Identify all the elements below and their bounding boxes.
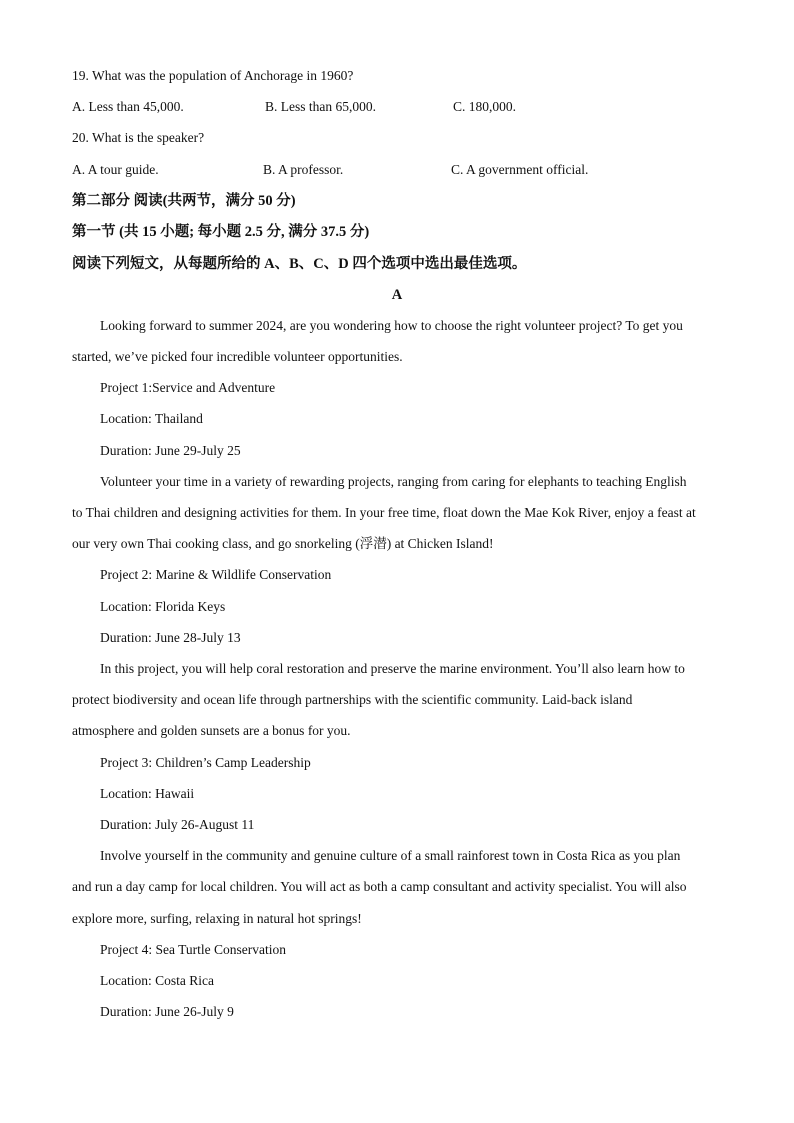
project-1-desc-1: Volunteer your time in a variety of rewarding projects, ranging from caring for elephants to teaching English <box>100 474 687 489</box>
q20-option-a: A. A tour guide. <box>72 162 159 177</box>
q19-option-b: B. Less than 65,000. <box>265 99 376 114</box>
project-1-title: Project 1:Service and Adventure <box>100 380 276 395</box>
passage-label: A <box>391 287 403 303</box>
project-3-desc-1: Involve yourself in the community and genuine culture of a small rainforest town in Costa Rica as you plan <box>100 848 681 863</box>
project-1-duration: Duration: June 29-July 25 <box>100 443 241 458</box>
q19-option-a: A. Less than 45,000. <box>72 99 184 114</box>
project-3-duration: Duration: July 26-August 11 <box>100 817 255 832</box>
project-2-title: Project 2: Marine & Wildlife Conservation <box>100 567 332 582</box>
project-2-duration: Duration: June 28-July 13 <box>100 630 241 645</box>
q19-option-c: C. 180,000. <box>453 99 517 114</box>
project-4-title: Project 4: Sea Turtle Conservation <box>100 942 286 957</box>
intro-line-1: Looking forward to summer 2024, are you wondering how to choose the right volunteer project? To get you <box>100 318 683 333</box>
instruction: 阅读下列短文，从每题所给的 A、B、C、D 四个选项中选出最佳选项。 <box>72 256 527 272</box>
project-3-desc-3: explore more, surfing, relaxing in natural hot springs! <box>72 911 362 926</box>
project-1-desc-2: to Thai children and designing activities for them. In your free time, float down the Mae Kok River, enjoy a feast at <box>72 505 696 520</box>
project-2-desc-1: In this project, you will help coral restoration and preserve the marine environment. You’ll also learn how to <box>100 661 685 676</box>
project-2-desc-3: atmosphere and golden sunsets are a bonus for you. <box>72 723 351 738</box>
q20-option-c: C. A government official. <box>451 162 589 177</box>
project-3-desc-2: and run a day camp for local children. You will act as both a camp consultant and activity specialist. You will also <box>72 879 687 894</box>
project-1-desc-3: our very own Thai cooking class, and go snorkeling (浮潜) at Chicken Island! <box>72 536 494 551</box>
project-2-location: Location: Florida Keys <box>100 599 226 614</box>
q20-option-b: B. A professor. <box>263 162 344 177</box>
project-4-location: Location: Costa Rica <box>100 973 214 988</box>
subsection-title: 第一节 (共 15 小题; 每小题 2.5 分, 满分 37.5 分) <box>72 224 370 240</box>
question-19: 19. What was the population of Anchorage in 1960? <box>72 68 354 83</box>
project-4-duration: Duration: June 26-July 9 <box>100 1004 234 1019</box>
project-1-location: Location: Thailand <box>100 411 203 426</box>
project-3-title: Project 3: Children’s Camp Leadership <box>100 755 311 770</box>
project-3-location: Location: Hawaii <box>100 786 195 801</box>
intro-line-2: started, we’ve picked four incredible volunteer opportunities. <box>72 349 403 364</box>
part-title: 第二部分 阅读(共两节，满分 50 分) <box>72 193 296 209</box>
question-20: 20. What is the speaker? <box>72 130 205 145</box>
project-2-desc-2: protect biodiversity and ocean life through partnerships with the scientific community. Laid-back island <box>72 692 633 707</box>
